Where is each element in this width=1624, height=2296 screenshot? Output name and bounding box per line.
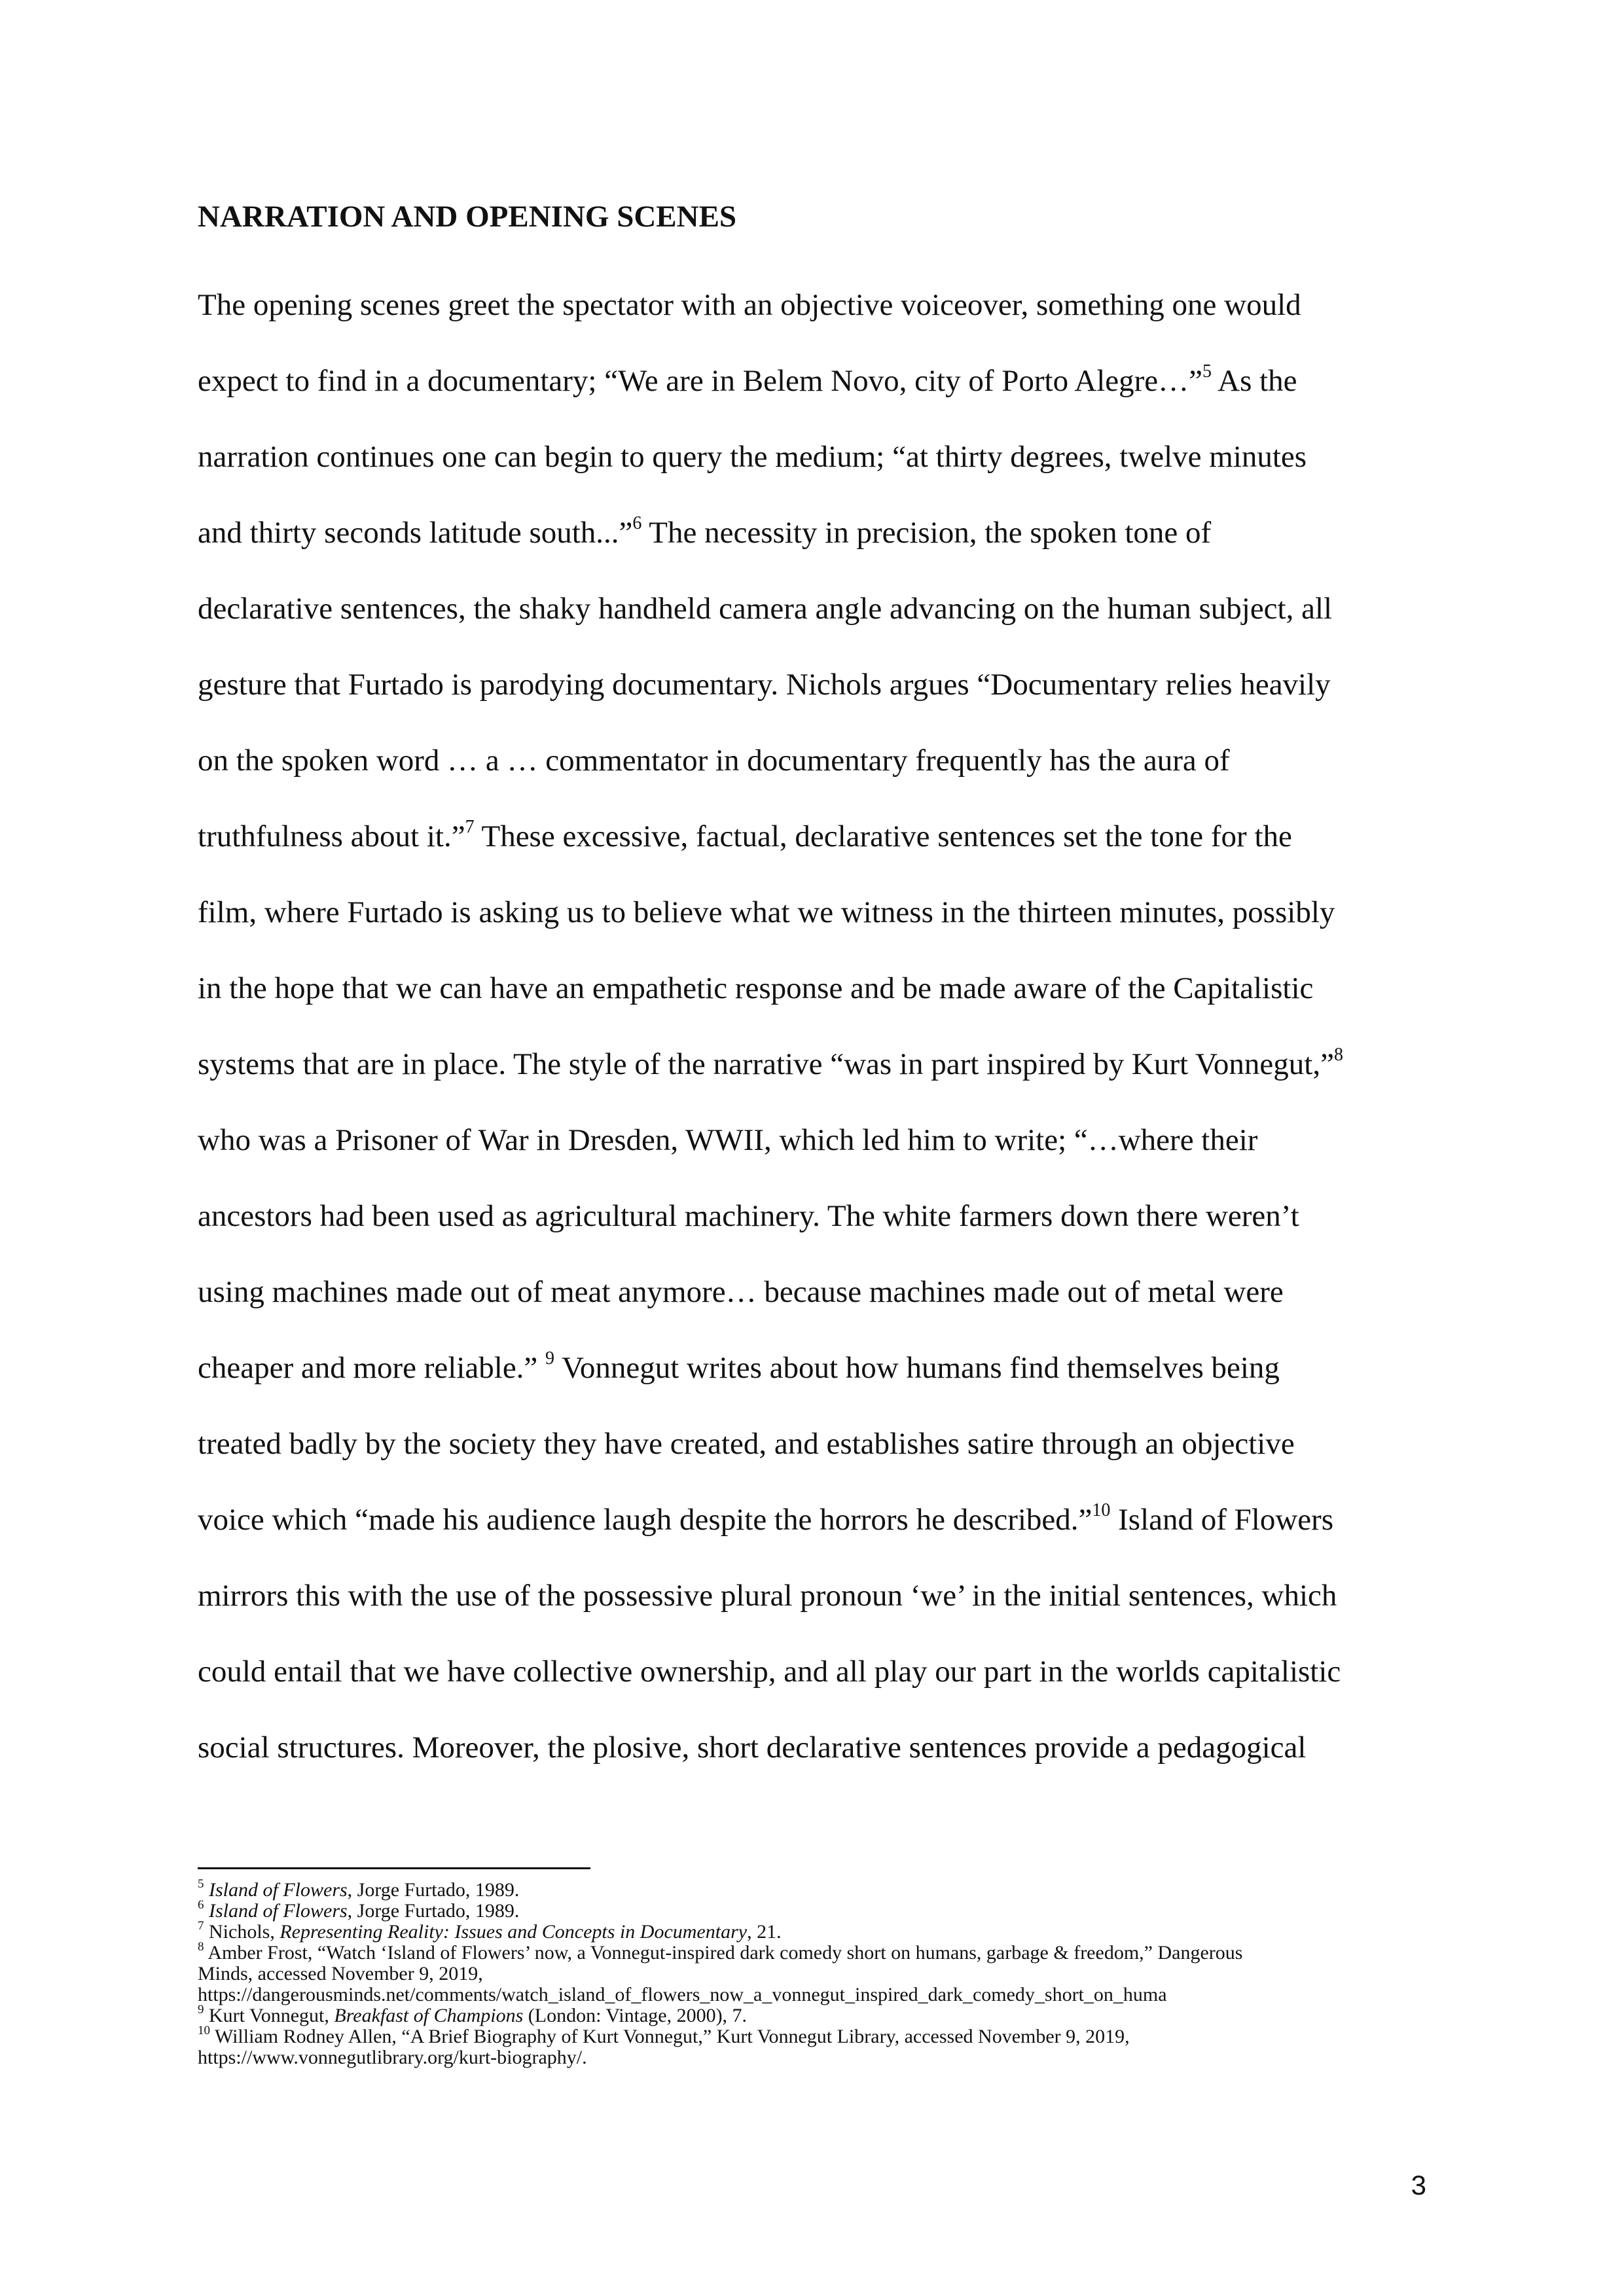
- text-run: The opening scenes greet the spectator with an objective voiceover, something one would: [198, 288, 1301, 322]
- text-run: As the: [1211, 364, 1297, 398]
- text-run: [204, 1879, 209, 1901]
- text-run: Island of Flowers: [1110, 1503, 1334, 1537]
- footnote-reference: 5: [198, 1877, 204, 1891]
- text-run: systems that are in place. The style of the narrative “was in part inspired by Kurt Vonnegut,”: [198, 1047, 1334, 1081]
- text-line: [198, 1330, 1441, 1406]
- page-number: 3: [1411, 2170, 1426, 2200]
- footnote-line: [198, 2026, 1441, 2047]
- footnote-reference: 10: [1092, 1500, 1111, 1521]
- text-line: [198, 874, 1441, 950]
- text-run: film, where Furtado is asking us to believe what we witness in the thirteen minutes, possibly: [198, 895, 1335, 929]
- footnote-reference: 7: [198, 1919, 204, 1933]
- text-run: mirrors this with the use of the possessive plural pronoun ‘we’ in the initial sentences, which: [198, 1579, 1337, 1613]
- footnote-reference: 8: [198, 1940, 204, 1954]
- text-run: Kurt Vonnegut,: [204, 2005, 334, 2026]
- text-line: [198, 950, 1441, 1026]
- footnote-line: [198, 1964, 1441, 1984]
- text-run: gesture that Furtado is parodying documentary. Nichols argues “Documentary relies heavily: [198, 668, 1331, 702]
- italic-title: Representing Reality: Issues and Concepts in Documentary: [280, 1921, 748, 1943]
- text-run: These excessive, factual, declarative sentences set the tone for the: [474, 819, 1292, 853]
- text-line: [198, 419, 1441, 495]
- text-run: https://dangerousminds.net/comments/watch_island_of_flowers_now_a_vonnegut_inspired_dark_comedy_short_on_huma: [198, 1984, 1167, 2005]
- text-run: [204, 1900, 209, 1922]
- text-run: using machines made out of meat anymore… because machines made out of metal were: [198, 1275, 1284, 1309]
- text-line: [198, 1178, 1441, 1254]
- text-run: voice which “made his audience laugh despite the horrors he described.”: [198, 1503, 1092, 1537]
- italic-title: Island of Flowers: [209, 1879, 348, 1901]
- text-line: [198, 1254, 1441, 1330]
- footnote-reference: 5: [1202, 361, 1212, 382]
- text-run: William Rodney Allen, “A Brief Biography of Kurt Vonnegut,” Kurt Vonnegut Library, accessed November 9, 2019,: [210, 2026, 1130, 2047]
- text-run: cheaper and more reliable.”: [198, 1351, 546, 1385]
- text-run: in the hope that we can have an empathetic response and be made aware of the Capitalistic: [198, 971, 1314, 1005]
- text-run: could entail that we have collective ownership, and all play our part in the worlds capitalistic: [198, 1655, 1341, 1689]
- text-run: expect to find in a documentary; “We are in Belem Novo, city of Porto Alegre…”: [198, 364, 1202, 398]
- footnote-separator: [198, 1867, 590, 1869]
- text-line: [198, 1102, 1441, 1178]
- text-run: social structures. Moreover, the plosive, short declarative sentences provide a pedagogical: [198, 1731, 1307, 1765]
- footnote-reference: 6: [632, 513, 642, 534]
- text-run: , 21.: [747, 1921, 782, 1943]
- footnote-line: [198, 2005, 1441, 2026]
- footnote-line: [198, 1940, 1441, 1964]
- text-line: [198, 1406, 1441, 1482]
- footnote-line: [198, 2047, 1441, 2068]
- italic-title: Breakfast of Champions: [334, 2005, 524, 2026]
- text-run: , Jorge Furtado, 1989.: [347, 1900, 520, 1922]
- text-run: and thirty seconds latitude south...”: [198, 516, 633, 550]
- footnote-line: [198, 1919, 1441, 1943]
- footnotes: [198, 1877, 1441, 2068]
- text-run: (London: Vintage, 2000), 7.: [523, 2005, 748, 2026]
- text-run: Amber Frost, “Watch ‘Island of Flowers’ now, a Vonnegut-inspired dark comedy short on humans, garbage & freedom,” Dangerous: [204, 1942, 1243, 1964]
- text-line: [198, 1026, 1441, 1102]
- text-run: Vonnegut writes about how humans find themselves being: [554, 1351, 1280, 1385]
- text-run: treated badly by the society they have created, and establishes satire through an objective: [198, 1427, 1295, 1461]
- footnote-reference: 6: [198, 1898, 204, 1912]
- text-line: [198, 723, 1441, 798]
- text-run: declarative sentences, the shaky handheld camera angle advancing on the human subject, all: [198, 592, 1333, 626]
- text-line: [198, 647, 1441, 723]
- text-line: [198, 798, 1441, 874]
- footnote-line: [198, 1898, 1441, 1922]
- text-run: Minds, accessed November 9, 2019,: [198, 1963, 483, 1984]
- text-line: [198, 1710, 1441, 1785]
- text-run: narration continues one can begin to query the medium; “at thirty degrees, twelve minutes: [198, 440, 1307, 474]
- footnote-line: [198, 1877, 1441, 1901]
- text-line: [198, 495, 1441, 571]
- text-line: [198, 1634, 1441, 1710]
- footnote-reference: 7: [465, 817, 475, 838]
- section-heading: NARRATION AND OPENING SCENES: [198, 200, 737, 234]
- text-run: who was a Prisoner of War in Dresden, WWII, which led him to write; “…where their: [198, 1123, 1258, 1157]
- text-run: on the spoken word … a … commentator in documentary frequently has the aura of: [198, 744, 1230, 778]
- footnote-reference: 10: [198, 2024, 210, 2037]
- text-line: [198, 1482, 1441, 1558]
- footnote-reference: 8: [1333, 1045, 1343, 1066]
- footnote-reference: 9: [198, 2003, 204, 2017]
- text-run: , Jorge Furtado, 1989.: [347, 1879, 520, 1901]
- footnote-reference: 9: [545, 1348, 555, 1369]
- text-run: truthfulness about it.”: [198, 819, 465, 853]
- text-line: [198, 343, 1441, 419]
- footnote-line: [198, 1984, 1441, 2005]
- text-run: The necessity in precision, the spoken tone of: [641, 516, 1212, 550]
- text-run: https://www.vonnegutlibrary.org/kurt-biography/.: [198, 2047, 587, 2068]
- italic-title: Island of Flowers: [209, 1900, 348, 1922]
- text-run: Nichols,: [204, 1921, 280, 1943]
- text-line: [198, 1558, 1441, 1634]
- text-line: [198, 571, 1441, 647]
- body-paragraph: [198, 267, 1441, 1785]
- text-run: ancestors had been used as agricultural machinery. The white farmers down there weren’t: [198, 1199, 1299, 1233]
- text-line: [198, 267, 1441, 343]
